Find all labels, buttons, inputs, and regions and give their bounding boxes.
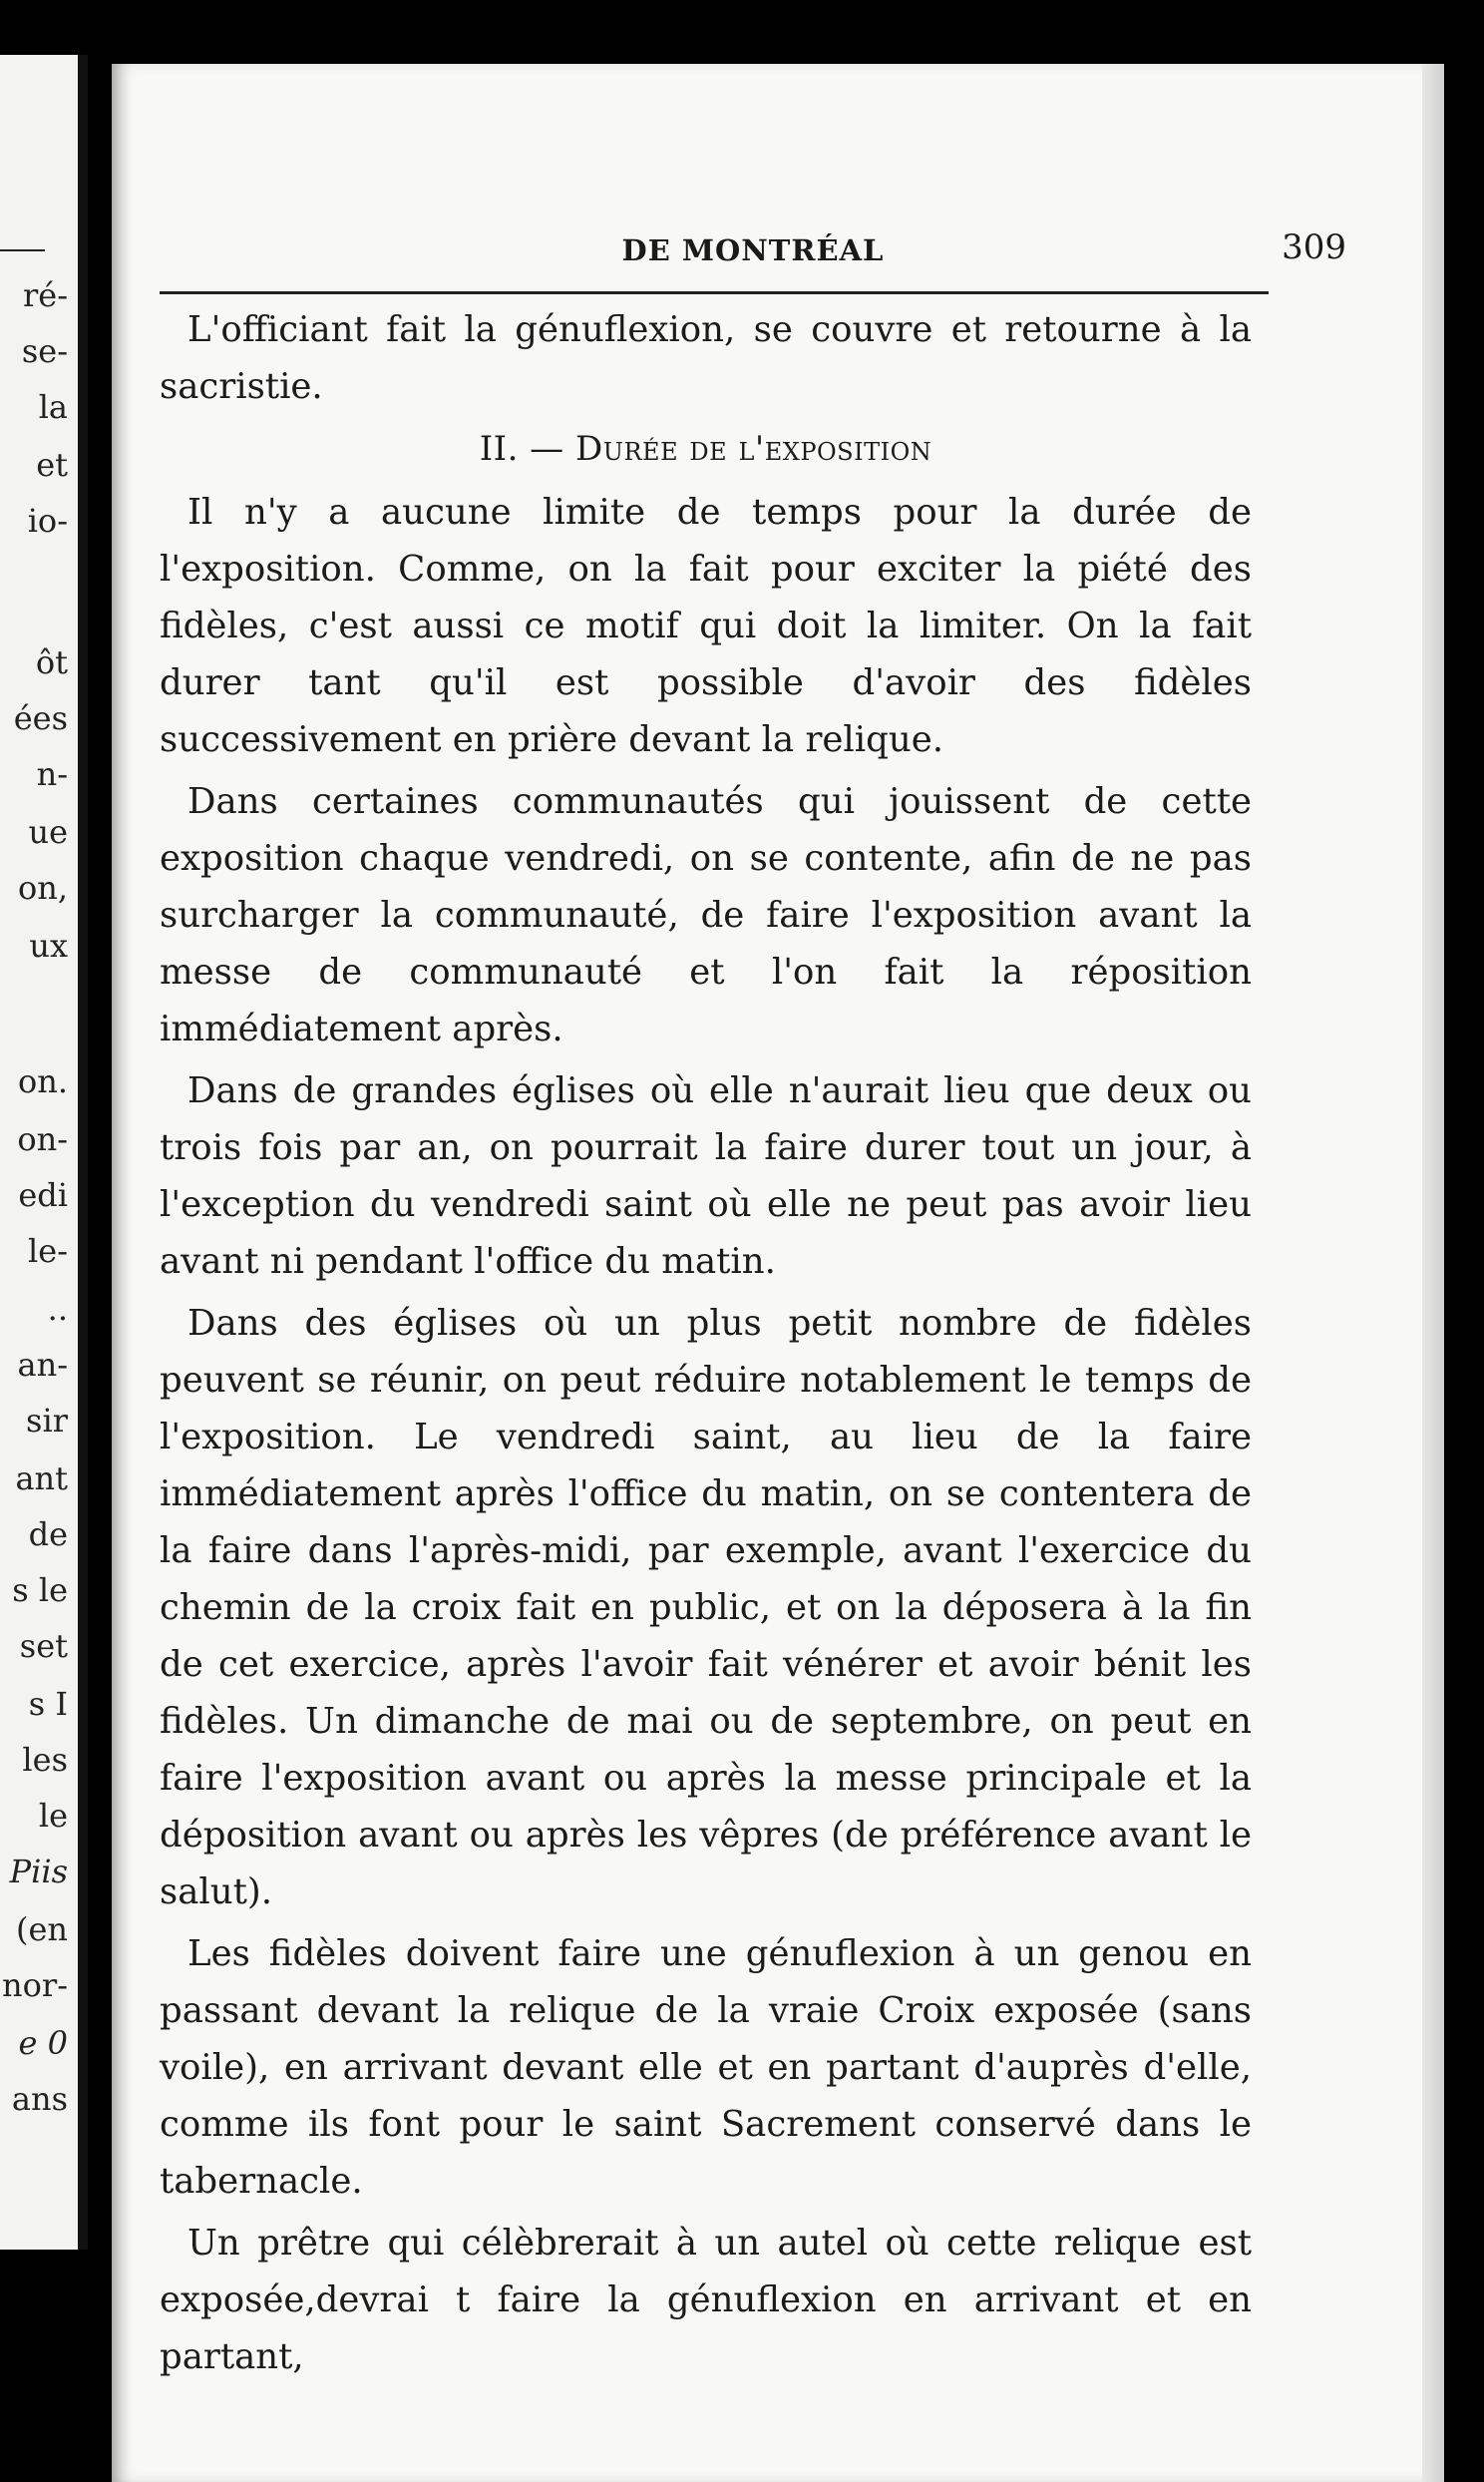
adjacent-fragment: on. xyxy=(17,1062,68,1100)
page-number: 309 xyxy=(1282,227,1346,267)
paragraph: Dans des églises où un plus petit nombre de fidèles peuvent se réunir, on peut réduire notablement le temps de l'exposition. Le vendredi saint, au lieu de la faire immédiatement après l'office du matin, on se contentera de la faire dans l'après-midi, par exemple, avant l'exercice du chemin de la croix fait en public, et on la déposera à la fin de cet exercice, après l'avoir fait vénérer et avoir bénit les fidèles. Un dimanche de mai ou de septembre, on peut en faire l'exposition avant ou après la messe principale et la déposition avant ou après les vêpres (de préférence avant le salut). xyxy=(160,1303,1252,1912)
adjacent-fragment: an- xyxy=(17,1346,68,1384)
paragraph: Dans certaines communautés qui jouissent de cette exposition chaque vendredi, on se contente, afin de ne pas surcharger la communauté, de faire l'exposition avant la messe de communauté et l'on fait la réposition immédiatement après. xyxy=(160,781,1252,1049)
adjacent-fragment: la xyxy=(38,388,68,426)
section-number: II. — xyxy=(479,429,564,469)
paragraph: L'officiant fait la génuflexion, se couvre et retourne à la sacristie. xyxy=(160,309,1252,407)
adjacent-fragment: ue xyxy=(28,813,68,851)
adjacent-fragment: se- xyxy=(21,332,68,370)
adjacent-fragment: on, xyxy=(17,869,68,907)
adjacent-fragment: .. xyxy=(47,1290,68,1328)
adjacent-page-rule xyxy=(0,249,45,251)
adjacent-fragment: ôt xyxy=(35,643,68,681)
adjacent-fragment: s I xyxy=(28,1685,68,1723)
page-header xyxy=(160,227,1346,283)
adjacent-fragment: ées xyxy=(13,699,68,737)
paragraph: Un prêtre qui célèbrerait à un autel où cette relique est exposée,devrai t faire la génuflexion en arrivant et en partant, xyxy=(160,2223,1252,2377)
body-text xyxy=(160,301,1252,2390)
paragraph: Il n'y a aucune limite de temps pour la durée de l'exposition. Comme, on la fait pour exciter la piété des fidèles, c'est aussi ce motif qui doit la limiter. On la fait durer tant qu'il est possible d'avoir des fidèles successivement en prière devant la relique. xyxy=(160,492,1252,760)
adjacent-fragment: sir xyxy=(26,1402,68,1440)
adjacent-fragment: le- xyxy=(28,1232,68,1270)
paragraph: Dans de grandes églises où elle n'aurait lieu que deux ou trois fois par an, on pourrait la faire durer tout un jour, à l'exception du vendredi saint où elle ne peut pas avoir lieu avant ni pendant l'office du matin. xyxy=(160,1070,1252,1282)
adjacent-fragment: ans xyxy=(11,2080,68,2118)
adjacent-fragment: edi xyxy=(18,1176,68,1214)
adjacent-fragment: ant xyxy=(15,1459,68,1497)
adjacent-fragment: e 0 xyxy=(18,2024,68,2062)
adjacent-fragment: et xyxy=(36,446,68,484)
adjacent-fragment: n- xyxy=(36,755,68,793)
adjacent-fragment: ux xyxy=(29,927,68,965)
adjacent-fragment: ré- xyxy=(22,276,68,314)
adjacent-fragment: (en xyxy=(15,1910,68,1948)
adjacent-fragment: les xyxy=(22,1741,68,1779)
running-head: DE MONTRÉAL xyxy=(621,233,885,267)
paragraph: Les fidèles doivent faire une génuflexion à un genou en passant devant la relique de la vraie Croix exposée (sans voile), en arrivant devant elle et en partant d'auprès d'elle, comme ils font pour le saint Sacrement conservé dans le tabernacle. xyxy=(160,1933,1252,2202)
adjacent-fragment: s le xyxy=(12,1571,68,1609)
adjacent-fragment: le xyxy=(38,1797,68,1835)
adjacent-fragment: io- xyxy=(27,502,68,540)
section-title: Durée de l'exposition xyxy=(575,429,932,469)
header-rule xyxy=(160,291,1269,294)
adjacent-fragment: on- xyxy=(17,1120,68,1158)
adjacent-fragment: Piis xyxy=(9,1853,68,1890)
adjacent-page-edge xyxy=(0,55,88,2250)
adjacent-fragment: nor- xyxy=(2,1966,68,2004)
adjacent-fragment: de xyxy=(28,1515,68,1553)
page-edge xyxy=(1422,64,1444,2482)
book-page xyxy=(112,64,1444,2482)
section-heading xyxy=(160,421,1252,478)
adjacent-fragment: set xyxy=(19,1627,68,1665)
